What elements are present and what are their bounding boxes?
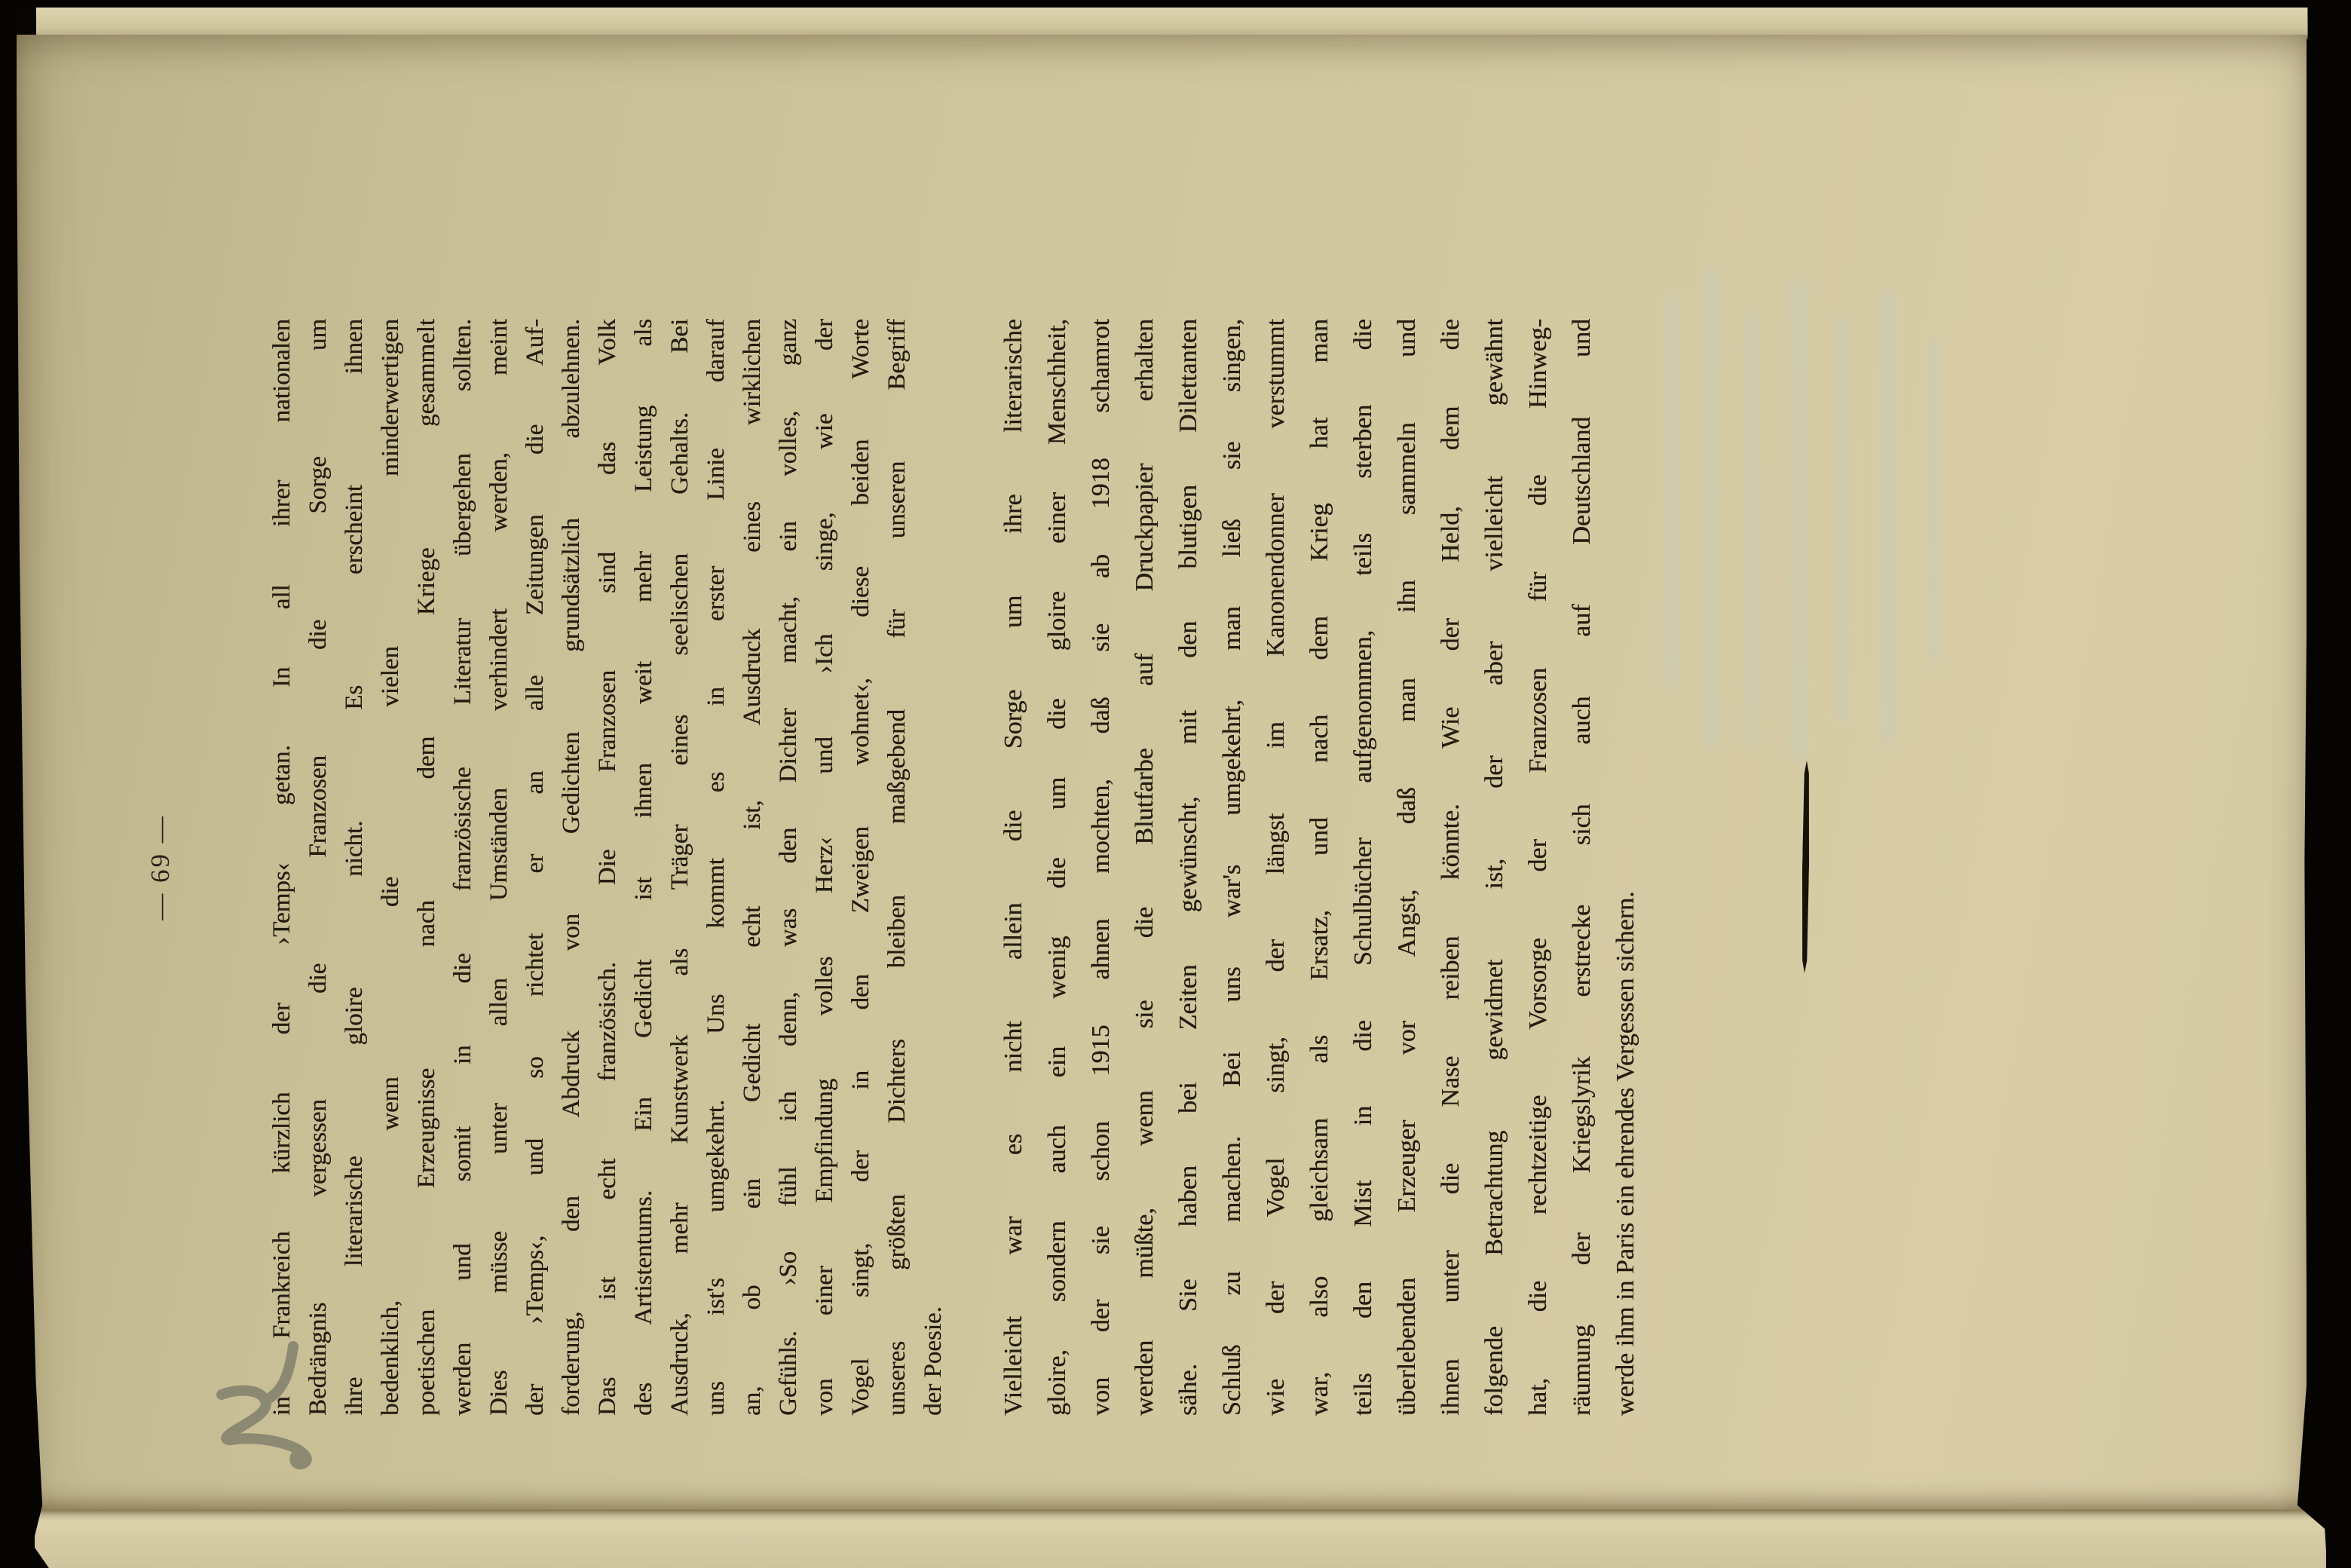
text-line: poetischen Erzeugnisse nach dem Kriege gesammelt xyxy=(413,319,440,1416)
text-line: Vogel singt, der in den Zweigen wohnet‹, diese beiden Worte xyxy=(847,319,874,1416)
text-line: des Artistentums. Ein Gedicht ist ihnen weit mehr Leistung als xyxy=(630,319,657,1416)
text-line: folgende Betrachtung gewidmet ist, der aber vielleicht gewähnt xyxy=(1480,319,1508,1416)
text-line: werden und somit in die französische Literatur übergehen sollten. xyxy=(449,319,476,1416)
text-line: werde ihm in Paris ein ehrendes Vergessen sichern. xyxy=(1612,891,1639,1416)
text-line: werden müßte, wenn sie die Blutfarbe auf Druckpapier erhalten xyxy=(1131,319,1159,1416)
text-line: uns ist's umgekehrt. Uns kommt es in erster Linie darauf xyxy=(703,319,730,1416)
text-line: war, also gleichsam als Ersatz, und nach dem Krieg hat man xyxy=(1306,319,1333,1416)
text-line: hat, die rechtzeitige Vorsorge der Franzosen für die Hinweg- xyxy=(1524,319,1552,1416)
text-line: Ausdruck, mehr Kunstwerk als Träger eines seelischen Gehalts. Bei xyxy=(666,319,693,1416)
text-line: überlebenden Erzeuger vor Angst, daß man ihn sammeln und xyxy=(1393,319,1421,1416)
text-line: der Poesie. xyxy=(920,1306,947,1416)
text-line: ihnen unter die Nase reiben könnte. Wie der Held, dem die xyxy=(1437,319,1465,1416)
rotated-page-content xyxy=(98,319,2276,1416)
text-line: teils den Mist in die Schulbücher aufgenommen, teils sterben die xyxy=(1349,319,1377,1416)
paragraph-2 xyxy=(992,319,1648,1416)
text-line: Vielleicht war es nicht allein die Sorge um ihre literarische xyxy=(999,319,1027,1416)
text-line: Bedrängnis vergessen die Franzosen die Sorge um xyxy=(305,319,332,1416)
text-line: in Frankreich kürzlich der ›Temps‹ getan. In all ihrer nationalen xyxy=(268,319,295,1416)
text-line: wie der Vogel singt, der längst im Kanonendonner verstummt xyxy=(1262,319,1290,1416)
text-line: gloire, sondern auch ein wenig die um die gloire einer Menschheit, xyxy=(1043,319,1071,1416)
text-line: Gefühls. ›So fühl ich denn, was den Dichter macht, ein volles, ganz xyxy=(775,319,802,1416)
text-line: von der sie schon 1915 ahnen mochten, daß sie ab 1918 schamrot xyxy=(1087,319,1115,1416)
text-line: bedenklich, wenn die vielen minderwertigen xyxy=(377,319,404,1416)
text-line: an, ob ein Gedicht echt ist, Ausdruck eines wirklichen xyxy=(739,319,766,1416)
text-line: sähe. Sie haben bei Zeiten gewünscht, mit den blutigen Dilettanten xyxy=(1174,319,1202,1416)
text-line: ihre literarische gloire nicht. Es erscheint ihnen xyxy=(341,319,368,1416)
text-line: der ›Temps‹, und so richtet er an alle Zeitungen die Auf- xyxy=(522,319,549,1416)
text-line: Das ist echt französisch. Die Franzosen sind das Volk xyxy=(594,319,621,1416)
text-line: Dies müsse unter allen Umständen verhindert werden, meint xyxy=(485,319,513,1416)
text-line: von einer Empfindung volles Herz‹ und ›Ich singe, wie der xyxy=(811,319,838,1416)
section-divider-rule xyxy=(1802,761,1811,973)
next-page-edge xyxy=(35,1509,2326,1568)
text-line: Schluß zu machen. Bei uns war's umgekehrt, man ließ sie singen, xyxy=(1218,319,1246,1416)
text-line: unseres größten Dichters bleiben maßgebend für unseren Begriff xyxy=(883,319,911,1416)
text-line: räumung der Kriegslyrik erstrecke sich auch auf Deutschland und xyxy=(1568,319,1596,1416)
text-line: forderung, den Abdruck von Gedichten grundsätzlich abzulehnen. xyxy=(558,319,585,1416)
paragraph-1 xyxy=(264,319,951,1416)
scan-edge-top xyxy=(0,0,2351,8)
page-number: — 69 — xyxy=(145,814,175,920)
